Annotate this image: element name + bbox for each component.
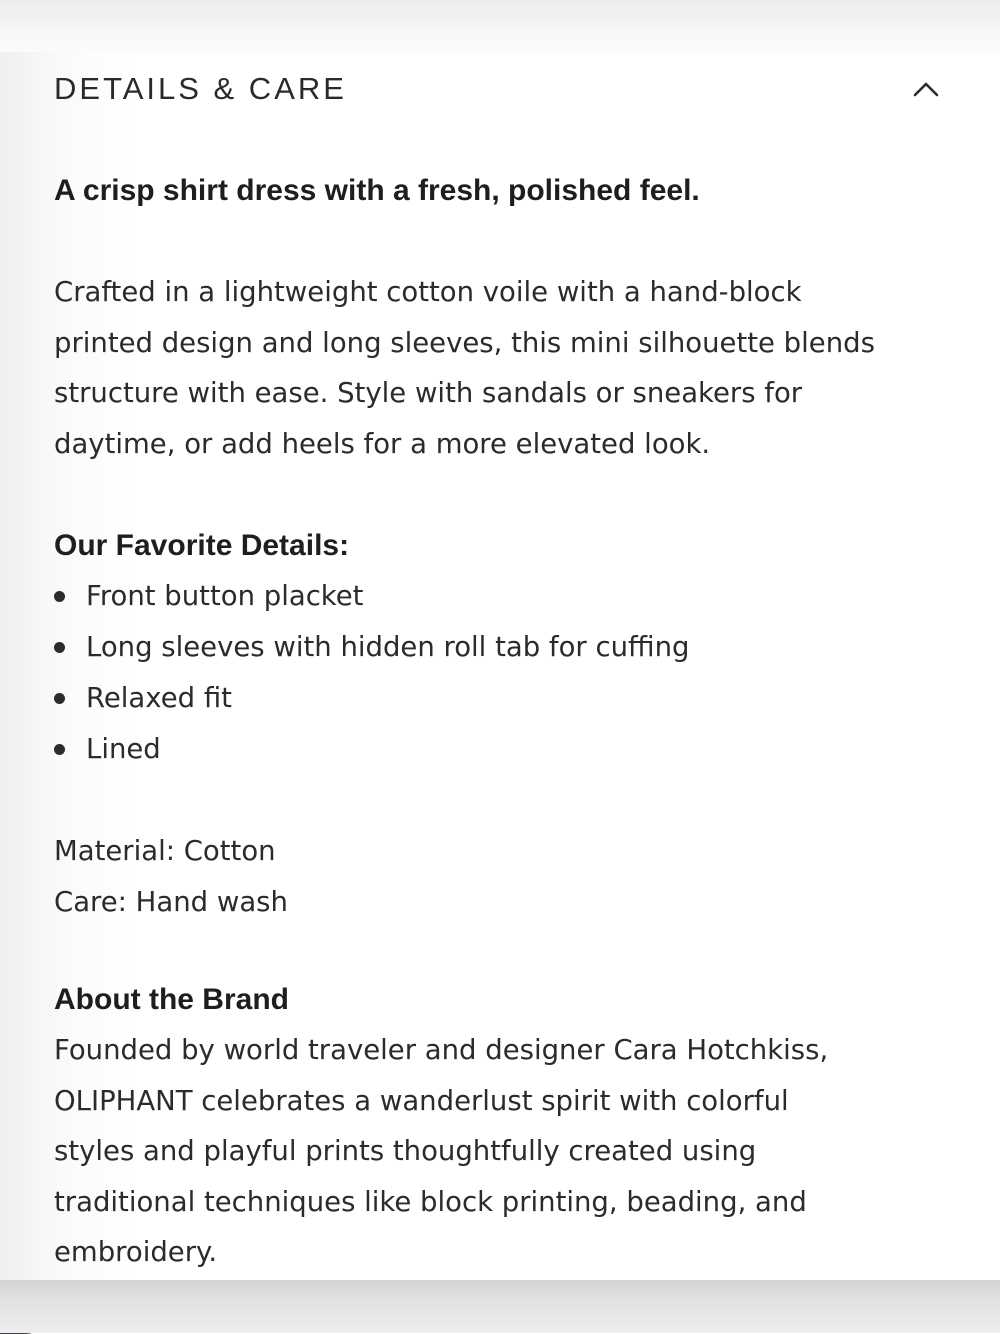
chevron-up-icon[interactable] — [912, 75, 940, 103]
list-item — [54, 571, 954, 622]
bullet-icon — [54, 693, 65, 704]
brand-line: Founded by world traveler and designer Cara Hotchkiss, — [54, 1034, 829, 1066]
list-item-text: Front button placket — [86, 580, 364, 612]
top-shade — [0, 0, 1000, 52]
bullet-icon — [54, 744, 65, 755]
brand-line: embroidery. — [54, 1236, 218, 1268]
brand-line: styles and playful prints thoughtfully created using — [54, 1135, 757, 1167]
brand-line: OLIPHANT celebrates a wanderlust spirit with colorful — [54, 1084, 789, 1117]
bullet-icon — [54, 591, 65, 602]
about-brand-heading: About the Brand — [54, 983, 289, 1016]
list-item-text: Long sleeves with hidden roll tab for cuffing — [86, 631, 690, 663]
bullet-icon — [54, 642, 65, 653]
care-spec: Care: Hand wash — [54, 885, 288, 918]
material-spec: Material: Cotton — [54, 835, 276, 867]
product-description — [54, 267, 954, 469]
accordion-header[interactable] — [54, 66, 944, 112]
description-line: printed design and long sleeves, this mini silhouette blends — [54, 326, 875, 359]
favorite-details-list — [54, 571, 954, 775]
favorite-details-heading-colon: : — [339, 529, 350, 562]
list-item — [54, 673, 954, 724]
list-item — [54, 622, 954, 673]
list-item-text: Relaxed fit — [86, 682, 232, 714]
details-content — [54, 166, 954, 1278]
product-headline: A crisp shirt dress with a fresh, polished feel. — [54, 174, 700, 207]
list-item — [54, 724, 954, 775]
accordion-title: DETAILS & CARE — [54, 71, 347, 106]
bottom-shade — [0, 1280, 1000, 1333]
list-item-text: Lined — [86, 733, 161, 765]
brand-line: traditional techniques like block printing, beading, and — [54, 1185, 807, 1218]
about-brand-text — [54, 1025, 954, 1278]
favorite-details-heading — [54, 520, 954, 571]
description-line: daytime, or add heels for a more elevated look. — [54, 427, 711, 460]
favorite-details-heading-text: Our Favorite Details — [54, 529, 340, 562]
description-line: Crafted in a lightweight cotton voile with a hand-block — [54, 276, 802, 308]
description-line: structure with ease. Style with sandals or sneakers for — [54, 377, 803, 409]
